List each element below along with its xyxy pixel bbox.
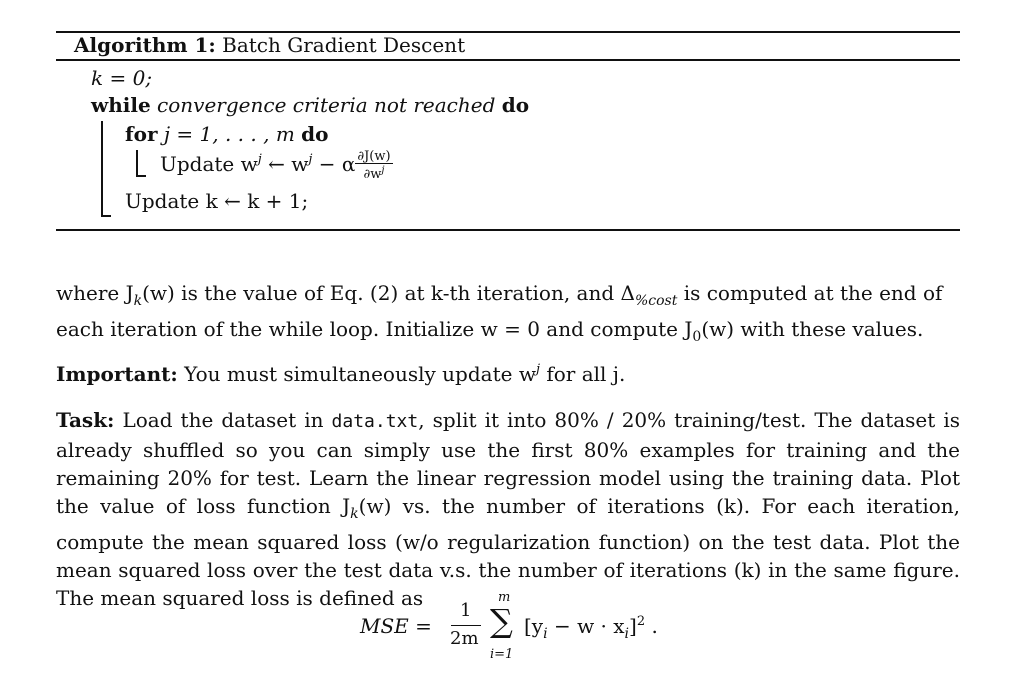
important-label: Important:	[56, 362, 178, 386]
while-condition: convergence criteria not reached	[157, 93, 496, 117]
sum-lower-limit: i=1	[490, 647, 514, 662]
while-block-bracket	[101, 121, 103, 216]
equation-body: $[y_i - w \cdot x_i]^2$ .	[524, 614, 658, 642]
equation-fraction-denominator: 2m	[450, 628, 479, 649]
update-w-sup: j	[257, 152, 262, 167]
update-w-arrow: ← w	[268, 152, 309, 176]
paragraph-where-line-2: each iteration of the while loop. Initialize w = 0 and compute $J_0(w)$ with these values.	[56, 317, 924, 345]
equation-lhs: MSE =	[360, 614, 432, 638]
paragraph-where-line-1: where $J_k(w)$ is the value of Eq. (2) at k-th iteration, and $\Delta_{\%cost}$ is computed at the end of	[56, 281, 943, 309]
task-label: Task:	[56, 408, 115, 432]
for-range: j = 1, . . . , m	[163, 122, 295, 146]
algorithm-header-rule	[56, 59, 960, 61]
while-block-bracket-foot	[101, 215, 111, 217]
equation-fraction-numerator: 1	[460, 600, 472, 621]
mse-equation	[360, 590, 680, 668]
paragraph-important: Important: You must simultaneously update $w^j$ for all j.	[56, 362, 626, 386]
dataset-filename: data.txt	[331, 411, 419, 432]
sum-upper-limit: m	[498, 590, 511, 605]
gradient-denominator: $\partial w^j$	[363, 165, 385, 182]
for-block-bracket	[136, 150, 138, 176]
do-keyword: do	[501, 93, 530, 117]
update-w-minus: − α	[318, 152, 356, 176]
algorithm-update-w-line	[160, 150, 393, 181]
gradient-numerator: ∂J(w)	[357, 149, 391, 164]
algorithm-init-line: k = 0;	[91, 66, 153, 90]
equation-fraction-bar	[451, 625, 481, 626]
update-w-prefix: Update w	[160, 152, 258, 176]
algorithm-for-line	[125, 122, 328, 146]
while-keyword: while	[91, 93, 151, 117]
update-w-sup-2: j	[308, 152, 313, 167]
algorithm-update-k-line: Update k ← k + 1;	[125, 189, 309, 213]
algorithm-bottom-rule	[56, 229, 960, 231]
paragraph-where	[56, 279, 960, 351]
paragraph-task: Task: Load the dataset in data.txt, split it into 80% / 20% training/test. The dataset is already shuffled so you can simply use the first 80% examples for training and the remaining 20% for test. Learn the linear regression model using the training data. Plot the value of loss function $J_k(w)$ vs. the number of iterations (k). For each iteration, compute the mean squared loss (w/o regularization function) on the test data. Plot the mean squared loss over the test data v.s. the number of iterations (k) in the same figure. The mean squared loss is defined as	[56, 408, 960, 610]
algorithm-while-line	[91, 93, 529, 117]
gradient-fraction	[355, 150, 392, 181]
sum-symbol: ∑	[490, 602, 513, 640]
for-keyword: for	[125, 122, 158, 146]
for-block-bracket-foot	[136, 175, 146, 177]
algorithm-header	[74, 33, 465, 57]
algorithm-name: Batch Gradient Descent	[222, 33, 466, 57]
for-do-keyword: do	[301, 122, 329, 146]
algorithm-label: Algorithm 1:	[74, 33, 216, 57]
